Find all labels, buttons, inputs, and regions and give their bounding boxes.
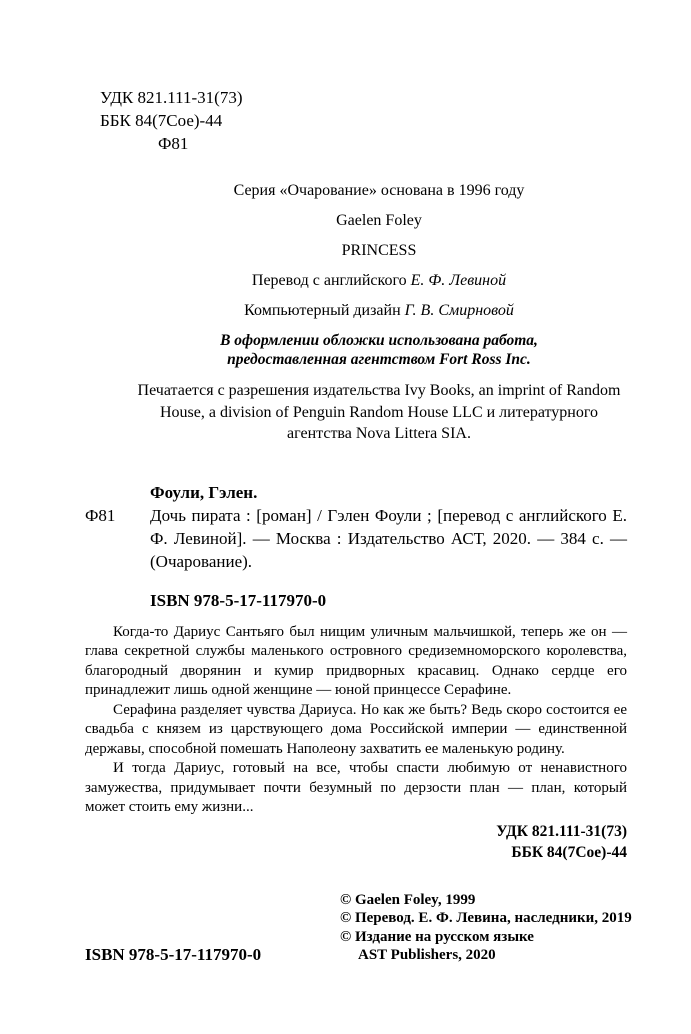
udk-top: УДК 821.111-31(73) (100, 88, 243, 107)
isbn-line: ISBN 978-5-17-117970-0 (150, 590, 327, 610)
original-author: Gaelen Foley (336, 212, 422, 229)
annotation-paragraph: Серафина разделяет чувства Дариуса. Но как же быть? Ведь скоро состоится ее свадьба с князем из царствующего дома Российской империи — единственной державы, способной помешать Наполеону захватить ее маленькую родину. (85, 701, 627, 757)
catalog-code-top: Ф81 (158, 134, 189, 153)
copyright-line: © Gaelen Foley, 1999 (340, 891, 476, 908)
designer-name: Г. В. Смирновой (404, 302, 514, 319)
copyright-line: © Издание на русском языке (340, 928, 534, 945)
catalog-entry-text: Дочь пирата : [роман] / Гэлен Фоули ; [перевод с английского Е. Ф. Левиной]. — Москва : Издательство АСТ, 2020. — 384 с. — (Очарование). (150, 505, 627, 571)
annotation-paragraph: Когда-то Дариус Сантьяго был нищим уличным мальчишкой, теперь же он — глава секретной службы маленького островного средиземноморского королевства, благородный дворянин и кумир придворных красавиц. Однако сердце его принадлежит лишь одной женщине — юной принцессе Серафине. (85, 623, 627, 698)
front-matter-block (130, 181, 628, 445)
bbk-bottom: ББК 84(7Сое)-44 (511, 843, 627, 861)
head-codes-block (100, 0, 691, 155)
original-title: PRINCESS (341, 242, 417, 259)
design-credit-prefix: Компьютерный дизайн (244, 302, 401, 319)
back-codes-block (85, 821, 627, 863)
bbk-top: ББК 84(7Сое)-44 (100, 111, 223, 130)
translator-name: Е. Ф. Левиной (410, 272, 507, 289)
publisher-line: AST Publishers, 2020 (358, 947, 496, 963)
bottom-isbn: ISBN 978-5-17-117970-0 (85, 944, 262, 964)
translation-credit-prefix: Перевод с английского (251, 272, 407, 289)
author-heading: Фоули, Гэлен. (150, 482, 258, 502)
cover-credit-line-2: предоставленная агентством Fort Ross Inc. (227, 351, 531, 368)
footer-block (0, 891, 691, 965)
translation-credit (130, 271, 628, 291)
design-credit (130, 301, 628, 321)
cover-credit-line-1: В оформлении обложки использована работа, (220, 332, 538, 349)
copyright-block (340, 891, 691, 965)
copyright-line: © Перевод. Е. Ф. Левина, наследники, 2019 (340, 910, 632, 926)
series-note: Серия «Очарование» основана в 1996 году (233, 182, 525, 199)
annotation-paragraph: И тогда Дариус, готовый на все, чтобы спасти любимую от ненавистного замужества, придумывает почти безумный по дерзости план — план, который может стоить ему жизни... (85, 760, 627, 815)
udk-bottom: УДК 821.111-31(73) (496, 822, 627, 840)
annotation-block (85, 623, 627, 818)
catalog-entry (85, 504, 627, 573)
rights-note: Печатается с разрешения издательства Ivy Books, an imprint of Random House, a division of Penguin Random House LLC и литературного агентства Nova Littera SIA. (137, 382, 621, 442)
catalog-card (85, 481, 627, 612)
cover-credit (130, 331, 628, 369)
catalog-code-entry: Ф81 (85, 505, 116, 525)
